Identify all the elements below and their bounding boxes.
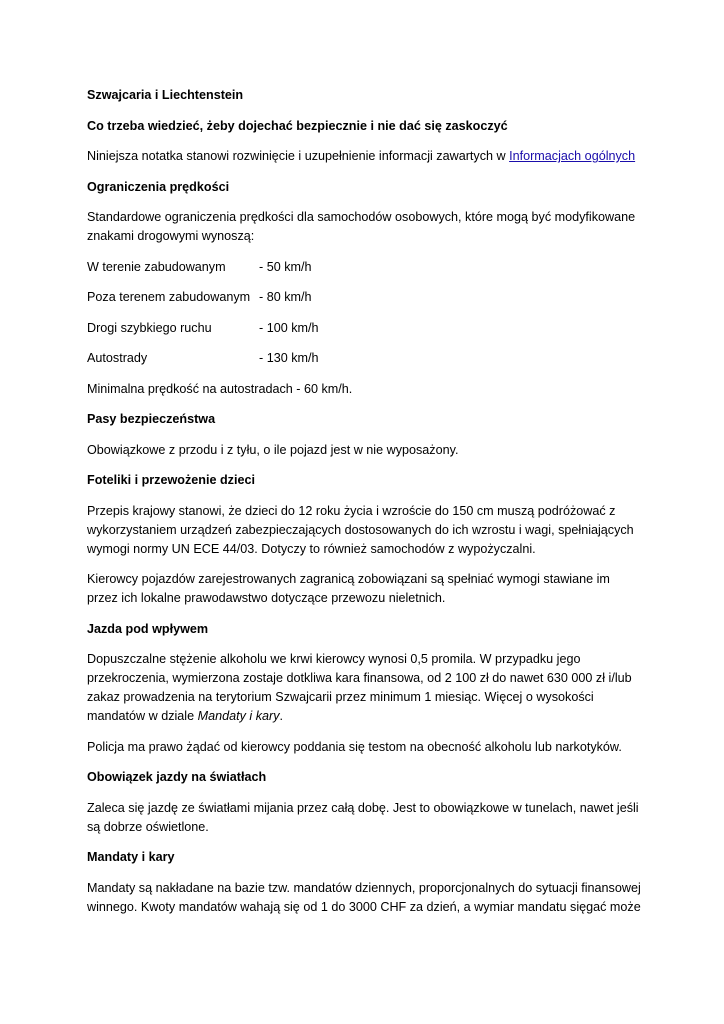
speed-row <box>87 349 644 368</box>
speed-row-value: - 100 km/h <box>259 320 319 335</box>
speed-row-value: - 80 km/h <box>259 290 312 304</box>
speed-row <box>87 319 644 338</box>
speed-row <box>87 288 644 307</box>
document-subtitle: Co trzeba wiedzieć, żeby dojechać bezpiecznie i nie dać się zaskoczyć <box>87 118 508 133</box>
lights-text: Zaleca się jazdę ze światłami mijania przez całą dobę. Jest to obowiązkowe w tunelach, nawet jeśli są dobrze oświetlone. <box>87 800 639 834</box>
speed-intro: Standardowe ograniczenia prędkości dla samochodów osobowych, które mogą być modyfikowane znakami drogowymi wynoszą: <box>87 210 636 243</box>
fines-section-reference: Mandaty i kary <box>197 709 280 723</box>
lights-heading: Obowiązek jazdy na światłach <box>87 770 267 784</box>
fines-heading: Mandaty i kary <box>87 850 175 864</box>
speed-row-value: - 50 km/h <box>259 259 312 274</box>
dui-heading: Jazda pod wpływem <box>87 621 209 636</box>
speed-row-label: Drogi szybkiego ruchu <box>87 320 212 335</box>
speed-row-label: Autostrady <box>87 351 148 365</box>
dui-paragraph-2: Policja ma prawo żądać od kierowcy poddania się testom na obecność alkoholu lub narkotyków. <box>87 739 622 754</box>
belts-heading: Pasy bezpieczeństwa <box>87 412 216 426</box>
child-seats-paragraph-1: Przepis krajowy stanowi, że dzieci do 12 roku życia i wzroście do 150 cm muszą podróżować z wykorzystaniem urządzeń zabezpieczających dostosowanych do ich wzrostu i wagi, spełniających wymogi normy UN ECE 44/03. Dotyczy to również samochodów z wypożyczalni. <box>87 503 634 556</box>
intro-paragraph <box>87 147 644 166</box>
speed-heading: Ograniczenia prędkości <box>87 179 230 194</box>
belts-text: Obowiązkowe z przodu i z tyłu, o ile pojazd jest w nie wyposażony. <box>87 442 459 457</box>
speed-row-value: - 130 km/h <box>259 351 319 365</box>
dui-paragraph-1 <box>87 650 644 726</box>
document-title: Szwajcaria i Liechtenstein <box>87 88 244 102</box>
child-seats-heading: Foteliki i przewożenie dzieci <box>87 473 255 487</box>
general-info-link[interactable]: Informacjach ogólnych <box>509 149 636 163</box>
fines-text: Mandaty są nakładane na bazie tzw. mandatów dziennych, proporcjonalnych do sytuacji finansowej winnego. Kwoty mandatów wahają się od 1 do 3000 CHF za dzień, a wymiar mandatu sięgać może <box>87 880 641 914</box>
dui-text-end: . <box>279 709 283 723</box>
speed-row <box>87 258 644 277</box>
speed-row-label: Poza terenem zabudowanym <box>87 290 251 304</box>
speed-minimum: Minimalna prędkość na autostradach - 60 km/h. <box>87 381 353 396</box>
child-seats-paragraph-2: Kierowcy pojazdów zarejestrowanych zagranicą zobowiązani są spełniać wymogi stawiane im przez ich lokalne prawodawstwo dotyczące przewozu nieletnich. <box>87 572 610 605</box>
dui-text: Dopuszczalne stężenie alkoholu we krwi kierowcy wynosi 0,5 promila. W przypadku jego przekroczenia, wymierzona zostaje dotkliwa kara finansowa, od 2 100 zł do nawet 630 000 zł i/lub zakaz prowadzenia na terytorium Szwajcarii przez minimum 1 miesiąc. Więcej o wysokości mandatów w dziale <box>87 652 632 723</box>
speed-row-label: W terenie zabudowanym <box>87 259 226 274</box>
intro-text: Niniejsza notatka stanowi rozwinięcie i uzupełnienie informacji zawartych w <box>87 149 510 163</box>
